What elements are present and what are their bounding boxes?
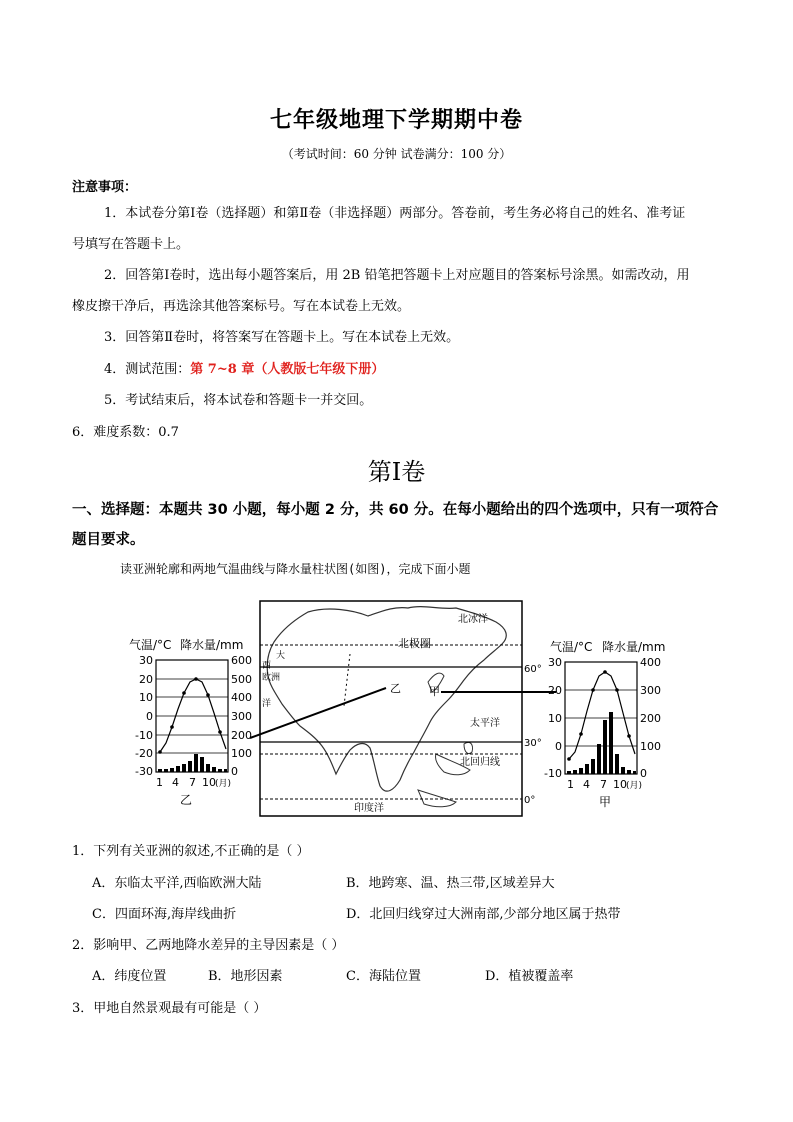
- notice-item-1-line-1: 1．本试卷分第Ⅰ卷（选择题）和第Ⅱ卷（非选择题）两部分。答卷前，考生务必将自己的姓名、准考证: [104, 206, 686, 221]
- lat-0-label: 0°: [524, 795, 536, 806]
- question-3-stem: 3．甲地自然景观最有可能是（ ）: [72, 1001, 267, 1016]
- notice-item-4: [104, 360, 384, 380]
- left-precip-tick: 100: [231, 747, 252, 760]
- left-temp-tick: 10: [139, 691, 153, 704]
- right-x-tick: 4: [583, 778, 590, 791]
- left-x-tick: 7: [189, 776, 196, 789]
- right-temp-tick: 0: [555, 740, 562, 753]
- left-temp-tick: -10: [135, 729, 153, 742]
- right-climate-chart: [544, 639, 665, 809]
- left-temp-tick: -20: [135, 747, 153, 760]
- test-scope: 第 7~8 章（人教版七年级下册）: [190, 362, 385, 377]
- tropic-label: 北回归线: [460, 757, 500, 768]
- asia-figure: [118, 594, 678, 820]
- question-2-option-a: A．纬度位置: [92, 969, 167, 984]
- figure-intro: 读亚洲轮廓和两地气温曲线与降水量柱状图(如图)，完成下面小题: [120, 562, 471, 576]
- asia-map: [250, 601, 556, 816]
- left-chart-name: 乙: [180, 793, 193, 807]
- left-precip-tick: 600: [231, 654, 252, 667]
- question-2-option-b: B．地形因素: [208, 969, 283, 984]
- arctic-ocean-label: 北冰洋: [458, 614, 488, 625]
- question-1-stem: 1．下列有关亚洲的叙述,不正确的是（ ）: [72, 844, 310, 859]
- right-x-tick: 1: [567, 778, 574, 791]
- notice-item-5: 5．考试结束后，将本试卷和答题卡一并交回。: [104, 393, 373, 408]
- map-side-label: 西: [262, 661, 272, 671]
- right-chart-name: 甲: [599, 795, 612, 809]
- right-x-tick: 10: [613, 778, 627, 791]
- left-x-unit: (月): [215, 779, 232, 789]
- left-climate-chart: [129, 637, 252, 807]
- map-frame: [260, 601, 522, 816]
- right-precip-tick: 0: [640, 767, 647, 780]
- right-x-unit: (月): [626, 781, 643, 791]
- right-temp-tick: 20: [548, 684, 562, 697]
- notice-item-2-line-2: 橡皮擦干净后，再选涂其他答案标号。写在本试卷上无效。: [72, 299, 411, 314]
- notice-heading: 注意事项：: [72, 180, 138, 195]
- right-precip-axis-label: 降水量/mm: [602, 640, 666, 654]
- map-side-label: 欧洲: [262, 673, 281, 683]
- left-precip-axis-label: 降水量/mm: [180, 638, 244, 652]
- question-1-option-c: C．四面环海,海岸线曲折: [92, 907, 237, 922]
- question-2-option-d: D．植被覆盖率: [485, 969, 574, 984]
- map-side-label: 大: [276, 651, 286, 661]
- lat-60-label: 60°: [524, 664, 542, 675]
- left-temp-tick: 30: [139, 654, 153, 667]
- right-x-tick: 7: [600, 778, 607, 791]
- left-x-tick: 1: [156, 776, 163, 789]
- left-x-tick: 10: [202, 776, 216, 789]
- right-precip-tick: 200: [640, 712, 661, 725]
- right-precip-tick: 100: [640, 740, 661, 753]
- pacific-label: 太平洋: [470, 718, 500, 729]
- right-temp-tick: 30: [548, 656, 562, 669]
- question-2-option-c: C．海陆位置: [346, 969, 421, 984]
- map-side-label: 洋: [262, 699, 272, 709]
- indian-ocean-label: 印度洋: [354, 803, 384, 814]
- left-temp-tick: -30: [135, 765, 153, 778]
- right-temp-tick: -10: [544, 767, 562, 780]
- left-precip-tick: 200: [231, 729, 252, 742]
- left-temp-tick: 20: [139, 673, 153, 686]
- question-2-stem: 2．影响甲、乙两地降水差异的主导因素是（ ）: [72, 938, 345, 953]
- left-precip-tick: 300: [231, 710, 252, 723]
- right-temp-tick: 10: [548, 712, 562, 725]
- left-precip-tick: 500: [231, 673, 252, 686]
- notice-item-1-line-2: 号填写在答题卡上。: [72, 237, 190, 252]
- left-temp-tick: 0: [146, 710, 153, 723]
- right-precip-tick: 300: [640, 684, 661, 697]
- notice-item-4-prefix: 4．测试范围：: [104, 362, 191, 377]
- section-text: 一、选择题：本题共 30 小题，每小题 2 分，共 60 分。在每小题给出的四个选项中，只有一项符合题目要求。: [72, 502, 719, 548]
- question-1-option-a: A．东临太平洋,西临欧洲大陆: [92, 876, 262, 891]
- point-yi-label: 乙: [390, 682, 401, 695]
- point-jia-label: 甲: [429, 685, 440, 698]
- notice-item-6: 6．难度系数：0.7: [72, 425, 179, 440]
- part-title: 第Ⅰ卷: [367, 458, 426, 486]
- left-temp-axis-label: 气温/°C: [129, 638, 172, 652]
- question-1-option-d: D．北回归线穿过大洲南部,少部分地区属于热带: [346, 907, 621, 922]
- right-precip-tick: 400: [640, 656, 661, 669]
- left-x-tick: 4: [172, 776, 179, 789]
- section-heading: [72, 495, 732, 555]
- notice-item-3: 3．回答第Ⅱ卷时，将答案写在答题卡上。写在本试卷上无效。: [104, 330, 460, 345]
- arctic-circle-label: 北极圈: [398, 637, 431, 650]
- question-1-option-b: B．地跨寒、温、热三带,区域差异大: [346, 876, 555, 891]
- right-temp-axis-label: 气温/°C: [550, 640, 593, 654]
- notice-item-2-line-1: 2．回答第Ⅰ卷时，选出每小题答案后，用 2B 铅笔把答题卡上对应题目的答案标号涂黑。如需改动，用: [104, 268, 690, 283]
- page-title: 七年级地理下学期期中卷: [269, 107, 523, 133]
- left-precip-tick: 400: [231, 691, 252, 704]
- exam-info: （考试时间：60 分钟 试卷满分：100 分）: [281, 147, 512, 161]
- left-precip-tick: 0: [231, 765, 238, 778]
- lat-30-label: 30°: [524, 738, 542, 749]
